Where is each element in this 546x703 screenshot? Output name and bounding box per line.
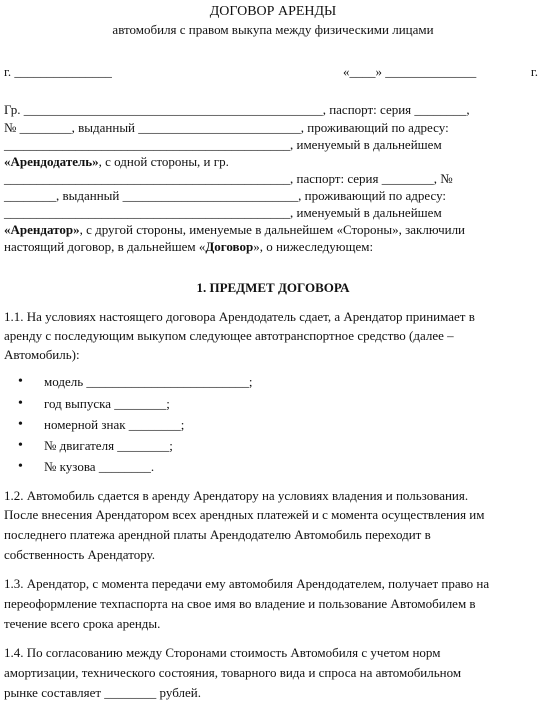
tenant-term: «Арендатор» <box>4 222 80 237</box>
clause-1-1-line: аренду с последующим выкупом следующее автотранспортное средство (далее – <box>4 328 454 343</box>
document-title: ДОГОВОР АРЕНДЫ <box>209 4 337 19</box>
bullet-icon: • <box>18 374 23 389</box>
clause-1-4-line: 1.4. По согласованию между Сторонами стоимость Автомобиля с учетом норм <box>4 645 441 660</box>
clause-1-2-line: После внесения Арендатором всех арендных платежей и с момента осуществления им <box>4 507 485 522</box>
clause-1-2-line: 1.2. Автомобиль сдается в аренду Арендатору на условиях владения и пользования. <box>4 488 469 503</box>
city-field: г. _______________ <box>4 64 112 79</box>
vehicle-model-item: модель _________________________; <box>44 374 253 389</box>
parties-line: № ________, выданный _________________________, проживающий по адресу: <box>4 120 449 135</box>
clause-1-4-line: амортизации, технического состояния, товарного вида и спроса на автомобильном <box>4 665 462 680</box>
vehicle-plate-item: номерной знак ________; <box>44 417 185 432</box>
clause-1-1-line: 1.1. На условиях настоящего договора Арендодатель сдает, а Арендатор принимает в <box>4 309 475 324</box>
parties-line: Гр. ______________________________________________, паспорт: серия ________, <box>4 102 470 117</box>
bullet-icon: • <box>18 438 23 453</box>
bullet-icon: • <box>18 396 23 411</box>
contract-term: Договор <box>205 239 254 254</box>
vehicle-engine-item: № двигателя ________; <box>44 438 173 453</box>
vehicle-year-item: год выпуска ________; <box>44 396 170 411</box>
clause-1-2-line: собственность Арендатору. <box>4 547 155 562</box>
clause-1-1-line: Автомобиль): <box>4 347 80 362</box>
parties-line: ________, выданный ___________________________, проживающий по адресу: <box>4 188 447 203</box>
clause-1-3-line: течение всего срока аренды. <box>4 616 161 631</box>
bullet-icon: • <box>18 459 23 474</box>
clause-1-3-line: переоформление техпаспорта на свое имя во владение и пользование Автомобилем в <box>4 596 476 611</box>
vehicle-body-item: № кузова ________. <box>44 459 155 474</box>
date-field: «____» ______________ <box>343 64 477 79</box>
clause-1-2-line: последнего платежа арендной платы Арендодателю Автомобиль переходит в <box>4 527 431 542</box>
section-1-heading: 1. ПРЕДМЕТ ДОГОВОРА <box>196 280 350 295</box>
parties-line: ____________________________________________, именуемый в дальнейшем <box>4 205 442 220</box>
clause-1-4-line: рынке составляет ________ рублей. <box>4 685 201 700</box>
clause-1-3-line: 1.3. Арендатор, с момента передачи ему автомобиля Арендодателем, получает право на <box>4 576 490 591</box>
parties-line: ____________________________________________, паспорт: серия ________, № <box>4 171 453 186</box>
year-suffix: г. <box>530 64 538 79</box>
bullet-icon: • <box>18 417 23 432</box>
parties-line: «Арендодатель», с одной стороны, и гр. <box>4 154 229 169</box>
parties-line: настоящий договор, в дальнейшем «Договор», о нижеследующем: <box>4 239 374 254</box>
parties-line: ____________________________________________, именуемый в дальнейшем <box>4 137 442 152</box>
document-subtitle: автомобиля с правом выкупа между физическими лицами <box>112 22 434 37</box>
parties-line: «Арендатор», с другой стороны, именуемые в дальнейшем «Стороны», заключили <box>4 222 466 237</box>
landlord-term: «Арендодатель» <box>4 154 99 169</box>
